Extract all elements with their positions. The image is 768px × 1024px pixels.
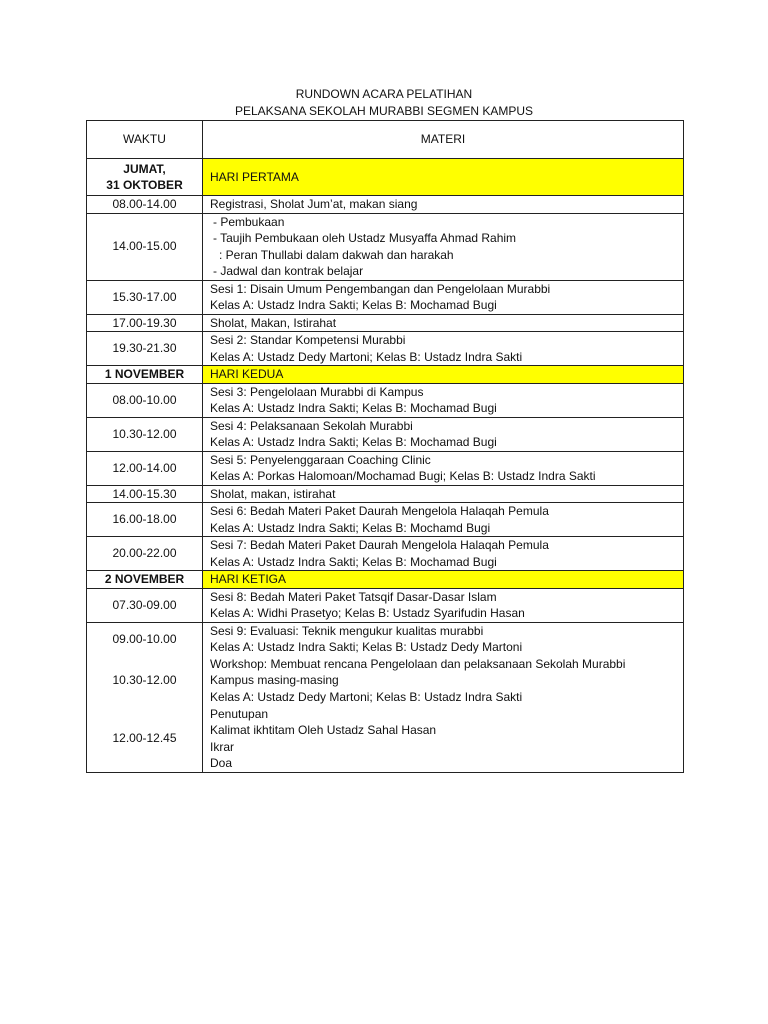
table-row (87, 588, 684, 622)
materi-line: Registrasi, Sholat Jum’at, makan siang (210, 197, 418, 211)
table-row (87, 196, 684, 214)
materi-cell (203, 537, 684, 571)
materi-cell (203, 622, 684, 656)
materi-line: Doa (210, 756, 233, 770)
materi-cell (203, 332, 684, 366)
time-cell (87, 280, 203, 314)
document-subtitle: PELAKSANA SEKOLAH MURABBI SEGMEN KAMPUS (234, 104, 534, 118)
time-cell (87, 656, 203, 706)
materi-line: Kampus masing-masing (210, 673, 339, 688)
materi-line: Kelas A: Porkas Halomoan/Mochamad Bugi; Kelas B: Ustadz Indra Sakti (210, 469, 596, 483)
header-waktu: WAKTU (87, 121, 203, 159)
materi-line: HARI PERTAMA (210, 169, 299, 184)
time-cell (87, 571, 203, 589)
table-row (87, 656, 684, 706)
time-cell (87, 417, 203, 451)
table-row (87, 332, 684, 366)
time-text: 12.00-12.45 (112, 731, 177, 746)
table-row (87, 537, 684, 571)
materi-line: Sesi 6: Bedah Materi Paket Daurah Mengelola Halaqah Pemula (210, 504, 549, 518)
materi-line: Ikrar (210, 739, 234, 754)
materi-line: HARI KEDUA (210, 367, 284, 381)
time-text: 09.00-10.00 (112, 631, 177, 646)
time-text: JUMAT, (123, 161, 166, 176)
time-text: 14.00-15.30 (112, 486, 177, 501)
materi-line: Kelas A: Ustadz Indra Sakti; Kelas B: Ustadz Dedy Martoni (210, 640, 523, 654)
table-row (87, 571, 684, 589)
day-header-cell (203, 571, 684, 589)
time-text: 16.00-18.00 (112, 512, 177, 527)
materi-line: - Pembukaan (213, 214, 285, 229)
materi-cell (203, 706, 684, 773)
materi-line: Kelas A: Ustadz Dedy Martoni; Kelas B: Ustadz Indra Sakti (210, 689, 523, 704)
time-cell (87, 503, 203, 537)
materi-cell (203, 383, 684, 417)
table-row (87, 366, 684, 384)
time-text: 20.00-22.00 (112, 546, 177, 561)
table-header-row (87, 121, 684, 159)
materi-line: HARI KETIGA (210, 572, 287, 586)
table-row (87, 383, 684, 417)
time-text: 10.30-12.00 (112, 426, 177, 441)
materi-line: Sesi 1: Disain Umum Pengembangan dan Pengelolaan Murabbi (210, 281, 551, 296)
materi-line: : Peran Thullabi dalam dakwah dan harakah (219, 247, 454, 262)
materi-line: Workshop: Membuat rencana Pengelolaan dan pelaksanaan Sekolah Murabbi (210, 656, 626, 671)
time-cell (87, 383, 203, 417)
day-header-cell (203, 366, 684, 384)
time-cell (87, 366, 203, 384)
time-text: 2 NOVEMBER (104, 572, 185, 586)
materi-line: Kelas A: Ustadz Indra Sakti; Kelas B: Mochamad Bugi (210, 298, 497, 312)
materi-line: Penutupan (210, 706, 269, 721)
materi-cell (203, 588, 684, 622)
materi-cell (203, 656, 684, 706)
table-row (87, 485, 684, 503)
time-cell (87, 537, 203, 571)
materi-line: Sesi 5: Penyelenggaraan Coaching Clinic (210, 452, 431, 467)
time-text: 10.30-12.00 (112, 673, 177, 688)
time-cell (87, 314, 203, 332)
time-text: 08.00-10.00 (112, 392, 177, 407)
materi-cell (203, 196, 684, 214)
time-text: 07.30-09.00 (112, 597, 177, 612)
materi-cell (203, 213, 684, 280)
table-row (87, 314, 684, 332)
materi-line: Kelas A: Ustadz Dedy Martoni; Kelas B: Ustadz Indra Sakti (210, 349, 523, 364)
time-cell (87, 332, 203, 366)
time-text: 08.00-14.00 (112, 197, 177, 211)
materi-line: Kelas A: Ustadz Indra Sakti; Kelas B: Mochamad Bugi (210, 401, 497, 415)
time-text: 14.00-15.00 (112, 239, 177, 254)
table-row (87, 503, 684, 537)
document-title: RUNDOWN ACARA PELATIHAN (295, 87, 473, 101)
time-cell (87, 451, 203, 485)
materi-cell (203, 451, 684, 485)
time-text: 19.30-21.30 (112, 341, 177, 356)
table-row (87, 451, 684, 485)
materi-line: Kelas A: Ustadz Indra Sakti; Kelas B: Mochamd Bugi (210, 520, 491, 535)
materi-line: Sholat, makan, istirahat (210, 486, 336, 501)
day-header-cell (203, 159, 684, 196)
materi-line: Sesi 7: Bedah Materi Paket Daurah Mengelola Halaqah Pemula (210, 538, 549, 552)
materi-line: Sesi 4: Pelaksanaan Sekolah Murabbi (210, 418, 413, 433)
table-row (87, 159, 684, 196)
materi-line: - Jadwal dan kontrak belajar (213, 264, 364, 278)
schedule-table (86, 120, 684, 773)
materi-cell (203, 280, 684, 314)
table-row (87, 417, 684, 451)
time-cell (87, 622, 203, 656)
time-cell (87, 159, 203, 196)
time-cell (87, 485, 203, 503)
time-cell (87, 213, 203, 280)
materi-line: Kelas A: Ustadz Indra Sakti; Kelas B: Mochamad Bugi (210, 554, 497, 569)
time-cell (87, 196, 203, 214)
materi-line: Sesi 3: Pengelolaan Murabbi di Kampus (210, 384, 424, 399)
materi-line: Sesi 2: Standar Kompetensi Murabbi (210, 333, 406, 347)
materi-line: Sesi 9: Evaluasi: Teknik mengukur kualitas murabbi (210, 623, 484, 638)
materi-cell (203, 503, 684, 537)
materi-line: Sholat, Makan, Istirahat (210, 315, 337, 330)
table-row (87, 213, 684, 280)
table-row (87, 280, 684, 314)
time-text: 17.00-19.30 (112, 315, 177, 330)
time-text: 31 OKTOBER (106, 178, 183, 192)
table-row (87, 622, 684, 656)
materi-line: Kelas A: Ustadz Indra Sakti; Kelas B: Mochamad Bugi (210, 435, 497, 449)
header-materi: MATERI (203, 121, 684, 159)
table-row (87, 706, 684, 773)
materi-cell (203, 314, 684, 332)
time-text: 1 NOVEMBER (104, 367, 185, 381)
materi-line: Kalimat ikhtitam Oleh Ustadz Sahal Hasan (210, 723, 437, 737)
materi-cell (203, 417, 684, 451)
materi-line: - Taujih Pembukaan oleh Ustadz Musyaffa Ahmad Rahim (213, 231, 517, 245)
materi-line: Kelas A: Widhi Prasetyo; Kelas B: Ustadz Syarifudin Hasan (210, 606, 525, 620)
time-text: 15.30-17.00 (112, 289, 177, 304)
materi-line: Sesi 8: Bedah Materi Paket Tatsqif Dasar-Dasar Islam (210, 589, 497, 604)
time-text: 12.00-14.00 (112, 460, 177, 475)
materi-cell (203, 485, 684, 503)
time-cell (87, 706, 203, 773)
time-cell (87, 588, 203, 622)
